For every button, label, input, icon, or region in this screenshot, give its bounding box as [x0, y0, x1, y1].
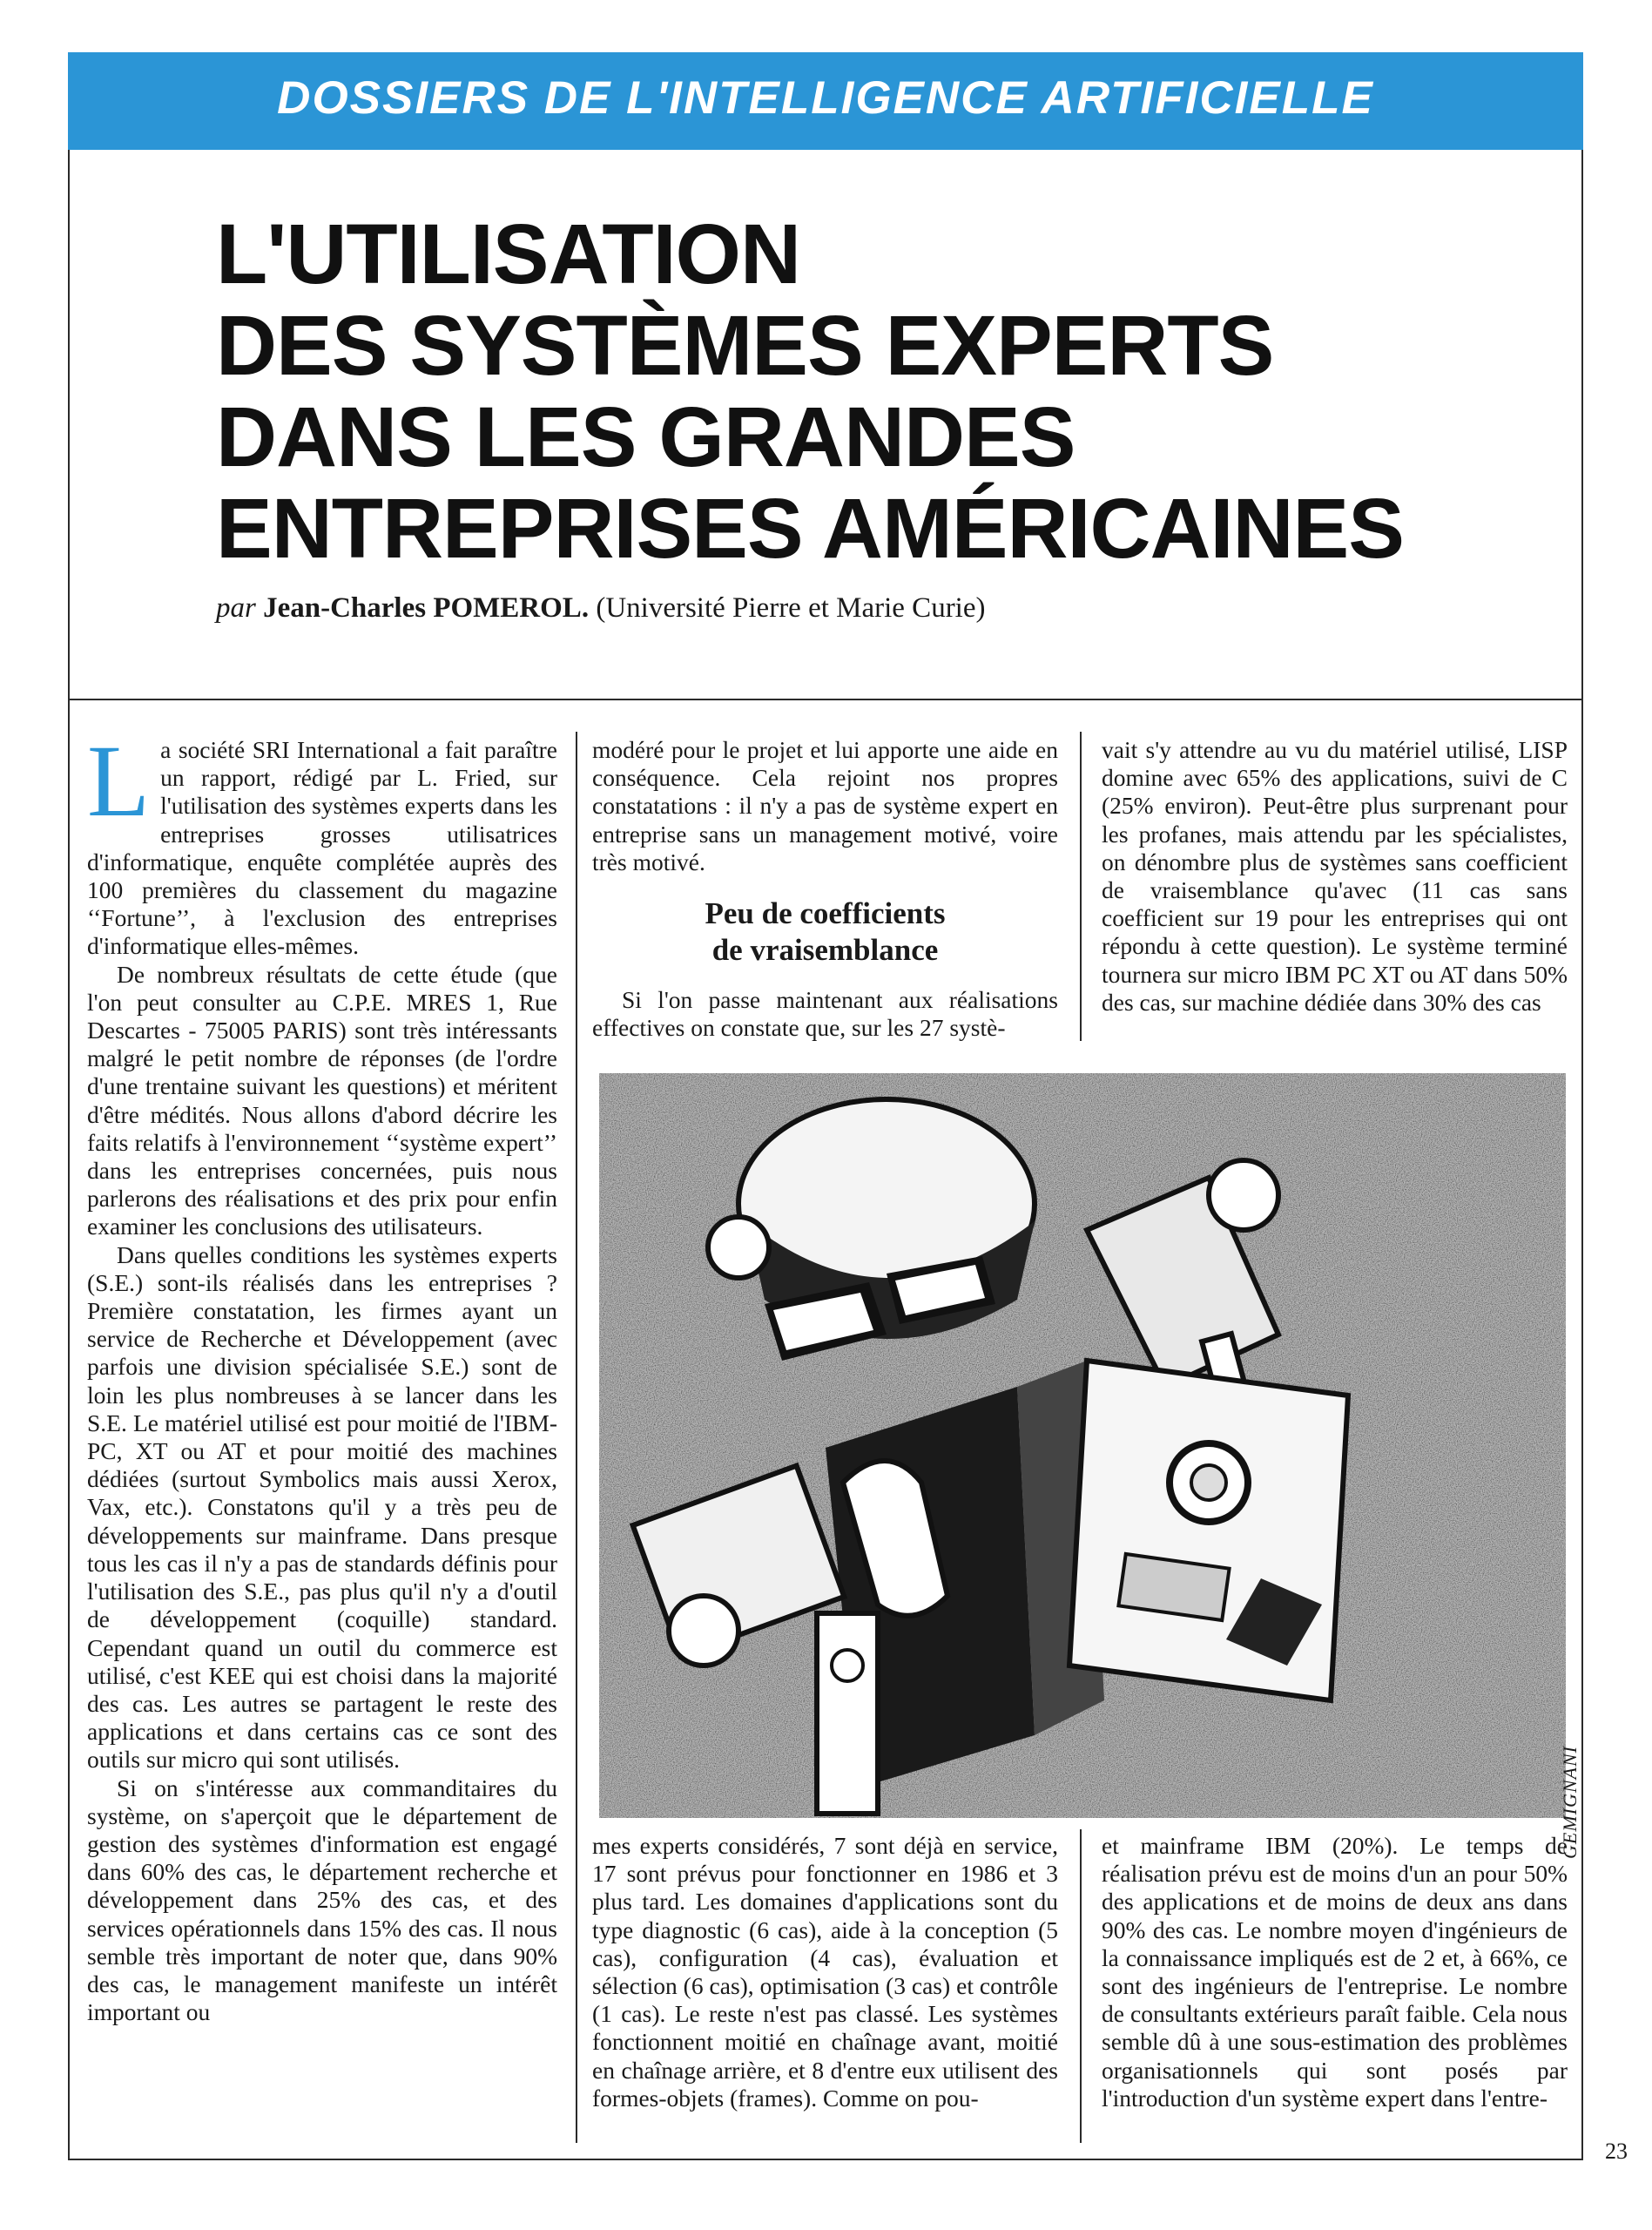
column-rule-2-top	[1080, 732, 1082, 1041]
paragraph-4: Si on s'intéresse aux commanditaires du système, on s'aperçoit que le département de gestion des systèmes d'information est engagé dans 60% des cas, le département recherche et développement dans 25% des cas, et des services opérationnels dans 15% des cas. Il nous semble très important de noter que, dans 90% des cas, le management manifeste un intérêt important ou	[87, 1774, 557, 2026]
illustration-credit: GEMIGNANI	[1559, 1746, 1581, 1859]
column-rule-2-bottom	[1080, 1829, 1082, 2143]
title-line-3: DANS LES GRANDES	[216, 389, 1075, 484]
subheading-line-1: Peu de coefficients	[705, 896, 946, 931]
byline-affiliation: (Université Pierre et Marie Curie)	[596, 592, 986, 624]
paragraph-9: et mainframe IBM (20%). Le temps de réalisation prévu est de moins d'un an pour 50% des applications et de moins de deux ans dans 90% des cas. Le nombre moyen d'ingénieurs de la connaissance impliqués est de 2 et, à 66%, ce sont des ingénieurs de l'entreprise. Le nombre de consultants extérieurs paraît faible. Cela nous semble dû à une sous-estimation des problèmes organisationnels qui sont posés par l'introduction d'un système expert dans l'entre-	[1102, 1832, 1568, 2112]
page-number: 23	[1605, 2139, 1628, 2164]
title-block	[68, 150, 1583, 700]
column-1	[87, 724, 557, 2026]
column-rule-1	[576, 732, 577, 2143]
drop-cap: L	[87, 724, 151, 838]
title-line-2: DES SYSTÈMES EXPERTS	[216, 298, 1274, 393]
paragraph-5: modéré pour le projet et lui apporte une aide en conséquence. Cela rejoint nos propres constatations : il n'y a pas de système expert en entreprise sans un management motivé, voire très motivé.	[592, 736, 1058, 875]
paragraph-8: mes experts considérés, 7 sont déjà en service, 17 sont prévus pour fonctionner en 1986 et 3 plus tard. Les domaines d'applications sont du type diagnostic (6 cas), aide à la conception (5 cas), configuration (4 cas), évaluation et sélection (6 cas), optimisation (3 cas) et contrôle (1 cas). Le reste n'est pas classé. Les systèmes fonctionnent moitié en chaînage avant, moitié en chaînage arrière, et 8 d'entre eux utilisent des formes-objets (frames). Comme on pou-	[592, 1832, 1058, 2112]
paragraph-3: Dans quelles conditions les systèmes experts (S.E.) sont-ils réalisés dans les entreprises ? Première constatation, les firmes ayant un service de Recherche et Développement (avec parfois une division spécialisée S.E.) sont de loin les plus nombreuses à se lancer dans les S.E. Le matériel utilisé est pour moitié de l'IBM-PC, XT ou AT et pour moitié des machines dédiées (surtout Symbolics mais aussi Xerox, Vax, etc.). Constatons qu'il y a très peu de développements sur mainframe. Dans presque tous les cas il n'y a pas de standards définis pour l'utilisation des S.E., pas plus qu'il n'y a d'outil de développement (coquille) standard. Cependant quand un outil du commerce est utilisé, c'est KEE qui est choisi dans la majorité des cas. Les autres se partagent le reste des applications et dans certains cas ce sont des outils sur micro qui sont utilisés.	[87, 1240, 557, 1774]
banner-title: DOSSIERS DE L'INTELLIGENCE ARTIFICIELLE	[277, 72, 1374, 124]
paragraph-2: De nombreux résultats de cette étude (que l'on peut consulter au C.P.E. MRES 1, Rue Descartes - 75005 PARIS) sont très intéressants malgré le petit nombre de réponses (de l'ordre d'une trentaine suivant les questions) et méritent d'être médités. Nous allons d'abord décrire les faits relatifs à l'environnement ‘‘système expert’’ dans les entreprises concernées, puis nous parlerons des réalisations et des prix pour enfin examiner les conclusions des utilisateurs.	[87, 960, 557, 1240]
column-2-top	[592, 736, 1058, 1042]
title-line-4: ENTREPRISES AMÉRICAINES	[216, 481, 1404, 576]
byline	[216, 592, 986, 625]
title-line-1: L'UTILISATION	[216, 206, 801, 301]
paragraph-1-text: a société SRI International a fait paraître un rapport, rédigé par L. Fried, sur l'utilisation des systèmes experts dans les entreprises grosses utilisatrices d'informatique, enquête complétée auprès des 100 premières du classement du magazine ‘‘Fortune’’, à l'exclusion des entreprises d'informatique elles-mêmes.	[87, 736, 557, 960]
column-3-bottom	[1102, 1832, 1568, 2112]
paragraph-1	[87, 724, 557, 961]
byline-par: par	[216, 592, 256, 624]
column-3-top	[1102, 736, 1568, 1017]
subheading-line-2: de vraisemblance	[711, 933, 939, 968]
robot-illustration	[599, 1073, 1566, 1818]
subheading	[592, 895, 1058, 969]
byline-author: Jean-Charles POMEROL.	[263, 592, 590, 624]
column-2-bottom	[592, 1832, 1058, 2112]
robot-with-floppy-disk-illustration	[599, 1073, 1566, 1818]
paragraph-7: vait s'y attendre au vu du matériel utilisé, LISP domine avec 65% des applications, suivi de C (25% environ). Peut-être plus surprenant pour les profanes, mais attendu par les spécialistes, on dénombre plus de systèmes sans coefficient de vraisemblance qu'avec (11 cas sans coefficient sur 19 pour les entreprises qui ont répondu à cette question). Le système terminé tournera sur micro IBM PC XT ou AT dans 50% des cas, sur machine dédiée dans 30% des cas	[1102, 736, 1568, 1016]
section-banner	[68, 52, 1583, 150]
paragraph-6: Si l'on passe maintenant aux réalisations effectives on constate que, sur les 27 systè-	[592, 986, 1058, 1042]
